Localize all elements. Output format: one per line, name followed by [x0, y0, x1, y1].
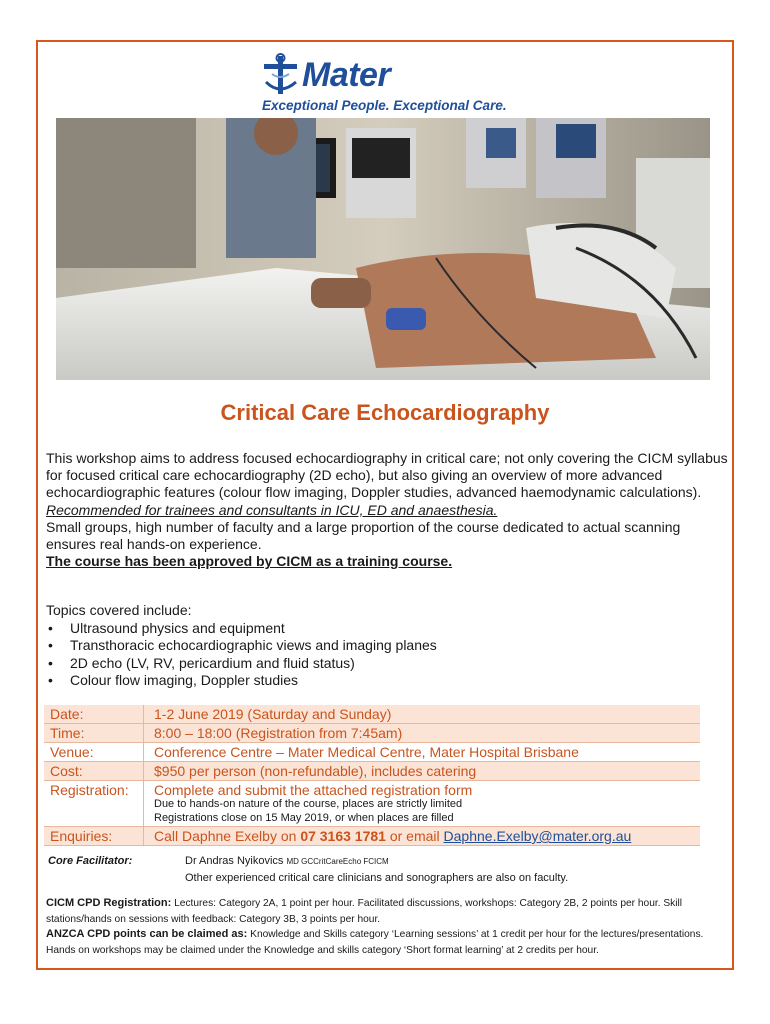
email-link[interactable]: Daphne.Exelby@mater.org.au: [443, 828, 632, 844]
list-item: • 2D echo (LV, RV, pericardium and fluid status): [46, 655, 726, 673]
intro-paragraph: This workshop aims to address focused echocardiography in critical care; not only covering the CICM syllabus for focused critical care echocardiography (2D echo), but also giving an overview of more advanced echocardiographic features (colour flow imaging, Doppler studies, advanced haemodynamic calculations). Recommended for trainees and consultants in ICU, ED and anaesthesia.: [46, 450, 728, 518]
facilitator-credentials: MD GCCritCareEcho FCICM: [286, 857, 389, 866]
logo-tagline: Exceptional People. Exceptional Care.: [262, 98, 507, 113]
mater-logo: [258, 52, 507, 120]
registration-label: Registration:: [44, 781, 144, 826]
venue-value: Conference Centre – Mater Medical Centre, Mater Hospital Brisbane: [154, 744, 579, 760]
phone-number: 07 3163 1781: [300, 828, 386, 844]
topics-list: [46, 620, 726, 690]
cost-value: $950 per person (non-refundable), includes catering: [154, 763, 477, 779]
page-title: Critical Care Echocardiography: [220, 400, 550, 425]
faculty-note: Other experienced critical care clinicians and sonographers are also on faculty.: [185, 872, 569, 884]
cicm-cpd: CICM CPD Registration: Lectures: Category 2A, 1 point per hour. Facilitated discussions, workshops: Category 2B, 2 points per hour. Skill stations/hands on sessions with feedback: Category 3B, 3 points per hour.: [46, 897, 683, 925]
cpd-section: [46, 896, 726, 958]
enquiries-value: Call Daphne Exelby on 07 3163 1781 or email Daphne.Exelby@mater.org.au: [154, 828, 632, 844]
time-value: 8:00 – 18:00 (Registration from 7:45am): [154, 725, 403, 741]
approval-note: The course has been approved by CICM as a training course.: [46, 553, 453, 570]
table-row: [44, 781, 700, 827]
anzca-cpd: ANZCA CPD points can be claimed as: Knowledge and Skills category ‘Learning sessions’ at 1 credit per hour for the lectures/presentations. Hands on workshops may be claimed under the Knowledge and skills category ‘Short format learning’ at 2 credits per hour.: [46, 928, 704, 956]
time-label: Time:: [44, 724, 144, 742]
cost-label: Cost:: [44, 762, 144, 780]
topics-section: [46, 602, 726, 690]
enquiries-label: Enquiries:: [44, 827, 144, 845]
registration-note: Due to hands-on nature of the course, places are strictly limited: [154, 798, 463, 810]
facilitator-name: Dr Andras Nyikovics: [185, 855, 284, 867]
small-groups-text: Small groups, high number of faculty and a large proportion of the course dedicated to actual scanning ensures real hands-on experience.: [46, 518, 681, 553]
topics-heading: Topics covered include:: [46, 602, 192, 618]
registration-value: Complete and submit the attached registration form Due to hands-on nature of the course, places are strictly limited Registrations close on 15 May 2019, or when places are filled: [144, 781, 700, 826]
date-label: Date:: [44, 705, 144, 723]
venue-label: Venue:: [44, 743, 144, 761]
table-row: [44, 743, 700, 762]
intro-text: [46, 450, 730, 570]
logo-wordmark: Mater: [302, 56, 391, 94]
list-item: • Colour flow imaging, Doppler studies: [46, 672, 726, 690]
list-item: • Ultrasound physics and equipment: [46, 620, 726, 638]
list-item: • Transthoracic echocardiographic views and imaging planes: [46, 637, 726, 655]
recommended-note: Recommended for trainees and consultants in ICU, ED and anaesthesia.: [46, 501, 498, 518]
hero-photo: [56, 118, 710, 380]
cross-anchor-icon: [258, 52, 304, 98]
table-row: [44, 762, 700, 781]
table-row: [44, 724, 700, 743]
table-row: [44, 827, 700, 846]
registration-close-note: Registrations close on 15 May 2019, or when places are filled: [154, 811, 454, 824]
facilitator-label: Core Facilitator:: [48, 855, 133, 867]
event-details-table: [44, 705, 700, 846]
date-value: 1-2 June 2019 (Saturday and Sunday): [154, 706, 392, 722]
table-row: [44, 705, 700, 724]
